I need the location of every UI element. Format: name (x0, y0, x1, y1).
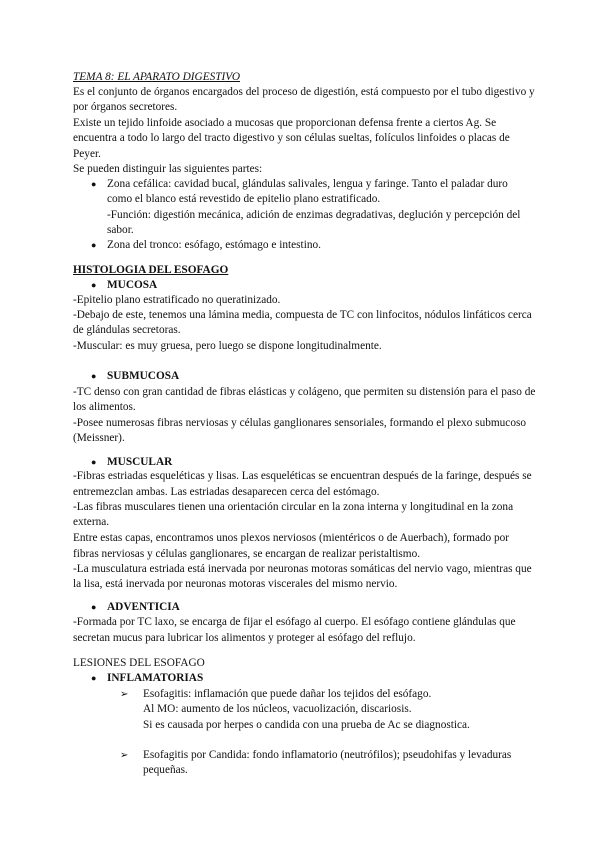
bullet-icon: ● (91, 240, 97, 250)
part-line: como el blanco está revestido de epitelio plano estratificado. (107, 193, 381, 205)
muscular-line: entremezclan ambas. Las estriadas desaparecen cerca del estómago. (73, 486, 380, 498)
muscular-line: -La musculatura estriada está inervada por neuronas motoras somáticas del nervio vago, mientras que (73, 563, 532, 575)
page-title: TEMA 8: EL APARATO DIGESTIVO (73, 71, 241, 83)
muscular-line: Entre estas capas, encontramos unos plexos nerviosos (mientéricos o de Auerbach), formado por (73, 532, 510, 544)
muscular-line: fibras nerviosas y células ganglionares, se encargan de realizar peristaltismo. (73, 548, 421, 560)
bullet-icon: ● (91, 602, 97, 612)
bullet-icon: ● (91, 280, 97, 290)
mucosa-line: -Debajo de este, tenemos una lámina media, compuesta de TC con linfocitos, nódulos linfáticos cerca (73, 309, 532, 321)
submucosa-line: -TC denso con gran cantidad de fibras elásticas y colágeno, que permiten su distensión para el paso de (73, 386, 536, 398)
bullet-icon: ● (91, 371, 97, 381)
bullet-icon: ● (91, 457, 97, 467)
intro-line: Peyer. (73, 148, 101, 160)
submucosa-line: (Meissner). (73, 432, 125, 444)
lesion-line: pequeñas. (143, 764, 188, 776)
mucosa-line: -Muscular: es muy gruesa, pero luego se dispone longitudinalmente. (73, 340, 382, 352)
part-line: -Función: digestión mecánica, adición de enzimas degradativas, deglución y percepción del (107, 209, 521, 221)
part-line: Zona cefálica: cavidad bucal, glándulas salivales, lengua y faringe. Tanto el paladar duro (107, 178, 508, 190)
muscular-line: la lisa, está inervada por neuronas motoras viscerales del mismo nervio. (73, 578, 398, 590)
muscular-heading: MUSCULAR (107, 456, 173, 468)
muscular-line: externa. (73, 516, 110, 528)
mucosa-line: -Epitelio plano estratificado no queratinizado. (73, 294, 281, 306)
part-line: Zona del tronco: esófago, estómago e intestino. (107, 239, 321, 251)
muscular-line: -Fibras estriadas esqueléticas y lisas. Las esqueléticas se encuentran después de la faringe, después se (73, 470, 532, 482)
lesions-category: INFLAMATORIAS (107, 672, 204, 684)
bullet-icon: ● (91, 673, 97, 683)
lesion-line: Esofagitis por Candida: fondo inflamatorio (neutrófilos); pseudohifas y levaduras (143, 749, 512, 761)
submucosa-heading: SUBMUCOSA (107, 370, 180, 382)
lesion-line: Si es causada por herpes o candida con una prueba de Ac se diagnostica. (143, 719, 470, 731)
intro-line: encuentra a todo lo largo del tracto digestivo y son células sueltas, folículos linfoides o placas de (73, 132, 510, 144)
muscular-line: -Las fibras musculares tienen una orientación circular en la zona interna y longitudinal en la zona (73, 501, 514, 513)
intro-line: Es el conjunto de órganos encargados del proceso de digestión, está compuesto por el tubo digestivo y (73, 86, 535, 98)
mucosa-heading: MUCOSA (107, 279, 158, 291)
adventicia-line: -Formada por TC laxo, se encarga de fijar el esófago al cuerpo. El esófago contiene glándulas que (73, 616, 516, 628)
submucosa-line: -Posee numerosas fibras nerviosas y células ganglionares sensoriales, formando el plexo submucoso (73, 417, 527, 429)
mucosa-line: de glándulas secretoras. (73, 324, 181, 336)
submucosa-line: los alimentos. (73, 401, 136, 413)
lesion-line: Al MO: aumento de los núcleos, vacuolización, discariosis. (143, 703, 412, 715)
adventicia-heading: ADVENTICIA (107, 601, 180, 613)
histology-heading: HISTOLOGIA DEL ESOFAGO (73, 264, 229, 276)
arrow-bullet-icon: ➢ (120, 689, 129, 700)
lesions-heading: LESIONES DEL ESOFAGO (73, 657, 205, 669)
lesion-line: Esofagitis: inflamación que puede dañar los tejidos del esófago. (143, 688, 432, 700)
intro-line: Se pueden distinguir las siguientes partes: (73, 163, 263, 175)
intro-line: Existe un tejido linfoide asociado a mucosas que proporcionan defensa frente a ciertos Ag. Se (73, 117, 497, 129)
part-line: sabor. (107, 224, 134, 236)
intro-line: por órganos secretores. (73, 101, 178, 113)
bullet-icon: ● (91, 179, 97, 189)
arrow-bullet-icon: ➢ (120, 750, 129, 761)
adventicia-line: secretan mucus para lubricar los alimentos y proteger al esófago del reflujo. (73, 632, 416, 644)
